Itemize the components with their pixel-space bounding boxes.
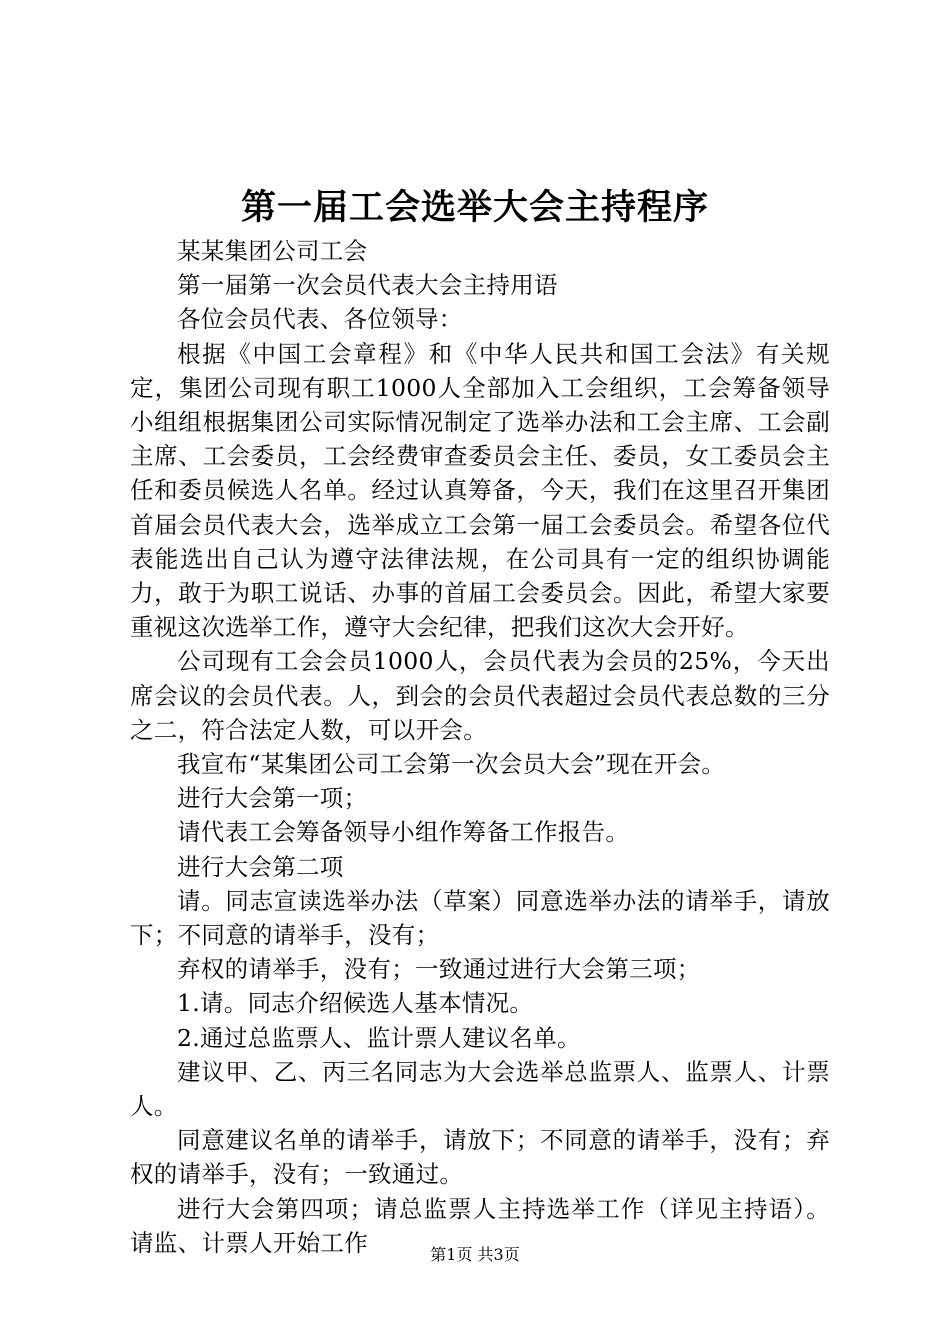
paragraph-abstain: 弃权的请举手，没有；一致通过进行大会第三项； <box>177 955 701 984</box>
paragraph-organization: 某某集团公司工会 <box>177 237 368 265</box>
paragraph-proposal: 建议甲、乙、丙三名同志为大会选举总监票人、监票人、计票人。 <box>130 1057 830 1121</box>
paragraph-step-two: 2.通过总监票人、监计票人建议名单。 <box>177 1023 581 1052</box>
paragraph-item-one: 进行大会第一项； <box>177 784 368 813</box>
document-body <box>130 234 830 1260</box>
paragraph-intro: 根据《中国工会章程》和《中华人民共和国工会法》有关规定，集团公司现有职工1000人全部加入工会组织，工会筹备领导小组组根据集团公司实际情况制定了选举办法和工会主席、工会副主席、工会委员，工会经费审查委员会主任、委员，女工委员会主任和委员候选人名单。经过认真筹备，今天，我们在这里召开集团首届会员代表大会，选举成立工会第一届工会委员会。希望各位代表能选出自己认为遵守法律法规，在公司具有一定的组织协调能力，敢于为职工说话、办事的首届工会委员会。因此，希望大家要重视这次选举工作，遵守大会纪律，把我们这次大会开好。 <box>130 339 830 642</box>
paragraph-greeting: 各位会员代表、各位领导： <box>177 305 463 334</box>
paragraph-election-rules: 请。同志宣读选举办法（草案）同意选举办法的请举手，请放下；不同意的请举手，没有； <box>130 886 830 950</box>
paragraph-opening: 我宣布“某集团公司工会第一次会员大会”现在开会。 <box>177 750 726 779</box>
paragraph-subtitle: 第一届第一次会员代表大会主持用语 <box>177 271 558 300</box>
page-footer <box>0 1243 950 1267</box>
paragraph-item-four: 进行大会第四项；请总监票人主持选举工作（详见主持语）。请监、计票人开始工作 <box>130 1194 830 1257</box>
page-number-label: 第1页 共3页 <box>430 1245 520 1264</box>
paragraph-vote: 同意建议名单的请举手，请放下；不同意的请举手，没有；弃权的请举手，没有；一致通过。 <box>130 1126 830 1189</box>
paragraph-item-two: 进行大会第二项 <box>177 852 344 881</box>
paragraph-step-one: 1.请。同志介绍候选人基本情况。 <box>177 989 534 1018</box>
paragraph-attendance: 公司现有工会会员1000人，会员代表为会员的25%，今天出席会议的会员代表。人，到会的会员代表超过会员代表总数的三分之二，符合法定人数，可以开会。 <box>130 647 830 744</box>
document-title: 第一届工会选举大会主持程序 <box>240 187 709 228</box>
paragraph-report: 请代表工会筹备领导小组作筹备工作报告。 <box>177 818 630 847</box>
